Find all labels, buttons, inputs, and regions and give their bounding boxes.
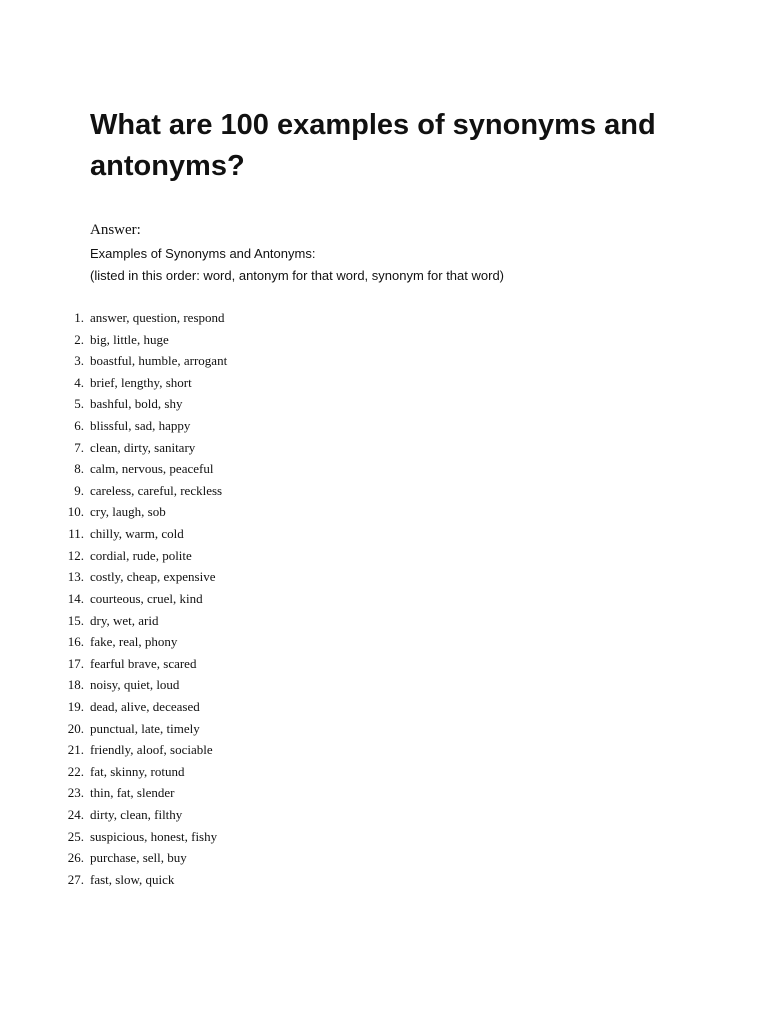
list-item-number: 13.	[67, 569, 84, 585]
list-item-text: fake, real, phony	[90, 634, 178, 650]
list-item-text: friendly, aloof, sociable	[90, 742, 213, 758]
list-item-text: blissful, sad, happy	[90, 418, 191, 434]
page-title: What are 100 examples of synonyms and antonyms?	[90, 109, 656, 182]
list-item-text: dry, wet, arid	[90, 612, 159, 628]
list-item-number: 11.	[68, 526, 84, 542]
list-item-text: bashful, bold, shy	[90, 396, 183, 412]
list-item-number: 24.	[67, 807, 84, 823]
list-item-number: 19.	[67, 698, 84, 714]
list-item-text: fearful brave, scared	[90, 655, 197, 671]
list-item-text: punctual, late, timely	[90, 720, 200, 736]
list-item-number: 12.	[67, 547, 84, 563]
list-item-text: dirty, clean, filthy	[90, 807, 183, 823]
intro-text	[90, 243, 504, 287]
list-item-text: answer, question, respond	[90, 310, 225, 325]
list-item-text: purchase, sell, buy	[90, 850, 187, 866]
list-item-number: 1.	[74, 310, 84, 325]
list-item-number: 27.	[67, 871, 84, 887]
list-item-number: 22.	[67, 763, 84, 779]
list-item-text: cry, laugh, sob	[90, 504, 166, 520]
list-item-number: 14.	[67, 590, 84, 606]
list-item-number: 3.	[74, 353, 84, 369]
list-item-number: 9.	[74, 482, 84, 498]
list-item-text: big, little, huge	[90, 331, 169, 347]
list-item-text: fast, slow, quick	[90, 871, 175, 887]
answer-label: Answer:	[90, 222, 141, 238]
list-item-number: 4.	[74, 374, 84, 390]
list-item-text: boastful, humble, arrogant	[90, 353, 228, 369]
list-item-text: brief, lengthy, short	[90, 374, 192, 390]
list-item-number: 18.	[67, 677, 84, 693]
list-item-text: clean, dirty, sanitary	[90, 439, 196, 455]
list-item-number: 16.	[67, 634, 84, 650]
list-item-text: courteous, cruel, kind	[90, 590, 203, 606]
list-item-number: 21.	[67, 742, 84, 758]
list-item-text: dead, alive, deceased	[90, 698, 200, 714]
list-item-number: 15.	[67, 612, 84, 628]
list-item-text: fat, skinny, rotund	[90, 763, 185, 779]
list-item-number: 7.	[74, 439, 84, 455]
list-item-text: thin, fat, slender	[90, 785, 175, 801]
list-item-number: 23.	[67, 785, 84, 801]
list-item-text: costly, cheap, expensive	[90, 569, 216, 585]
list-item-text: calm, nervous, peaceful	[90, 461, 214, 477]
list-item-text: suspicious, honest, fishy	[90, 828, 218, 844]
list-item-text: cordial, rude, polite	[90, 547, 192, 563]
list-item-number: 20.	[67, 720, 84, 736]
list-item-text: noisy, quiet, loud	[90, 677, 180, 693]
list-item-number: 2.	[74, 331, 84, 347]
list-item-number: 26.	[67, 850, 84, 866]
list-item-number: 25.	[67, 828, 84, 844]
intro-heading: Examples of Synonyms and Antonyms:	[90, 246, 316, 261]
list-item-number: 17.	[67, 655, 84, 671]
list-item-number: 8.	[74, 461, 84, 477]
list-item-number: 10.	[67, 504, 84, 520]
list-item-text: careless, careful, reckless	[90, 482, 223, 498]
list-item-number: 5.	[74, 396, 84, 412]
list-item-number: 6.	[74, 418, 84, 434]
list-item-text: chilly, warm, cold	[90, 526, 184, 542]
intro-order-note: (listed in this order: word, antonym for that word, synonym for that word)	[90, 268, 505, 283]
